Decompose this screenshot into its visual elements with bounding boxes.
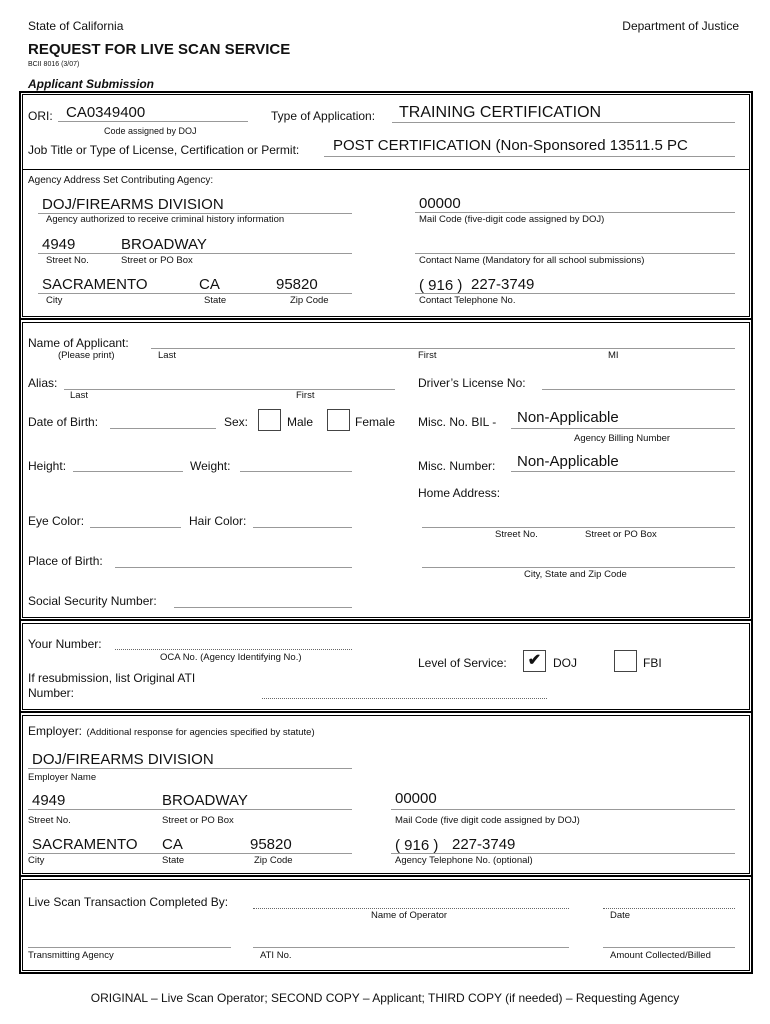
male-checkbox[interactable]: [258, 409, 281, 431]
height-line[interactable]: [73, 471, 183, 472]
height-label: Height:: [28, 459, 67, 473]
home-city-line[interactable]: [422, 567, 735, 568]
home-street-caption: Street or PO Box: [585, 529, 657, 540]
doj-label: DOJ: [553, 656, 577, 670]
billing-caption: Agency Billing Number: [574, 433, 671, 444]
female-checkbox[interactable]: [327, 409, 350, 431]
agency-name-caption: Agency authorized to receive criminal history information: [46, 214, 285, 225]
line: [28, 768, 352, 769]
weight-label: Weight:: [190, 459, 231, 473]
line: [28, 809, 352, 810]
dob-label: Date of Birth:: [28, 415, 99, 429]
employer-phone-caption: Agency Telephone No. (optional): [395, 855, 533, 866]
employer-city-caption: City: [28, 855, 45, 866]
pob-line[interactable]: [115, 567, 352, 568]
ori-line: [58, 121, 248, 122]
employer-street-no[interactable]: 4949: [32, 792, 66, 809]
ssn-label: Social Security Number:: [28, 594, 157, 608]
applicant-frame: [22, 322, 750, 618]
employer-state-caption: State: [162, 855, 185, 866]
alias-label: Alias:: [28, 376, 58, 390]
line: [38, 253, 352, 254]
employer-area-code[interactable]: 916: [404, 837, 430, 854]
employer-name-caption: Employer Name: [28, 772, 97, 783]
divider: [19, 318, 753, 320]
line: [391, 809, 735, 810]
your-number-line[interactable]: [115, 649, 352, 650]
mail-code-caption: Mail Code (five-digit code assigned by DOJ): [419, 214, 605, 225]
line: [415, 212, 735, 213]
street-caption: Street or PO Box: [121, 255, 193, 266]
fbi-checkbox[interactable]: [614, 650, 637, 672]
employer-zip-caption: Zip Code: [254, 855, 293, 866]
mi-caption: MI: [608, 350, 619, 361]
sex-label: Sex:: [224, 415, 249, 429]
form-border-top: [19, 91, 753, 93]
phone-caption: Contact Telephone No.: [419, 295, 516, 306]
contact-caption: Contact Name (Mandatory for all school submissions): [419, 255, 645, 266]
employer-zip[interactable]: 95820: [250, 836, 292, 853]
ori-caption: Code assigned by DOJ: [104, 126, 197, 136]
ori-value[interactable]: CA0349400: [66, 104, 146, 121]
home-city-caption: City, State and Zip Code: [524, 569, 627, 580]
agency-address-label: Agency Address Set Contributing Agency:: [28, 175, 214, 186]
agency-area-code[interactable]: 916: [428, 277, 454, 294]
type-label: Type of Application:: [271, 109, 376, 123]
operator-line[interactable]: [253, 908, 569, 909]
agency-mail-code[interactable]: 00000: [419, 195, 461, 212]
weight-line[interactable]: [240, 471, 352, 472]
divider: [19, 875, 753, 877]
ori-label: ORI:: [28, 109, 53, 123]
job-value[interactable]: POST CERTIFICATION (Non-Sponsored 13511.5 PC: [333, 137, 688, 154]
ati-line[interactable]: [253, 947, 569, 948]
employer-note: (Additional response for agencies specified by statute): [86, 727, 315, 738]
amount-line[interactable]: [603, 947, 735, 948]
doj-checkbox[interactable]: ✔: [523, 650, 546, 672]
eye-color-line[interactable]: [90, 527, 181, 528]
agency-name[interactable]: DOJ/FIREARMS DIVISION: [42, 196, 224, 213]
misc-bil-label: Misc. No. BIL -: [418, 415, 497, 429]
resubmission-label-2: Number:: [28, 686, 75, 700]
agency-street[interactable]: BROADWAY: [121, 236, 207, 253]
alias-line[interactable]: [64, 389, 395, 390]
completion-label: Live Scan Transaction Completed By:: [28, 895, 229, 909]
employer-street-caption: Street or PO Box: [162, 815, 234, 826]
numbers-frame: [22, 623, 750, 710]
home-address-label: Home Address:: [418, 486, 501, 500]
level-label: Level of Service:: [418, 656, 507, 670]
misc-bil-value[interactable]: Non-Applicable: [517, 409, 619, 426]
agency-zip[interactable]: 95820: [276, 276, 318, 293]
line: [511, 471, 735, 472]
agency-street-no[interactable]: 4949: [42, 236, 76, 253]
agency-city[interactable]: SACRAMENTO: [42, 276, 148, 293]
dob-line[interactable]: [110, 428, 216, 429]
applicant-name-label: Name of Applicant:: [28, 336, 129, 350]
home-street-no-caption: Street No.: [495, 529, 538, 540]
state-heading: State of California: [28, 19, 124, 33]
resubmission-label: If resubmission, list Original ATI: [28, 671, 196, 685]
form-border-bottom: [19, 972, 753, 974]
resubmission-line[interactable]: [262, 698, 547, 699]
male-label: Male: [287, 415, 314, 429]
employer-mail-caption: Mail Code (five digit code assigned by DOJ): [395, 815, 580, 826]
your-number-label: Your Number:: [28, 637, 102, 651]
dl-line[interactable]: [542, 389, 735, 390]
job-label: Job Title or Type of License, Certification or Permit:: [28, 143, 300, 157]
operator-caption: Name of Operator: [371, 910, 448, 921]
fbi-label: FBI: [643, 656, 662, 670]
transmitting-caption: Transmitting Agency: [28, 950, 114, 961]
contact-line[interactable]: [415, 253, 735, 254]
copy-distribution-footer: ORIGINAL – Live Scan Operator; SECOND COPY – Applicant; THIRD COPY (if needed) – Requesting Agency: [90, 991, 680, 1005]
line: [415, 293, 735, 294]
eye-color-label: Eye Color:: [28, 514, 85, 528]
agency-state[interactable]: CA: [199, 276, 220, 293]
department-heading: Department of Justice: [622, 19, 739, 33]
employer-label: Employer:: [28, 724, 83, 738]
please-print: (Please print): [58, 350, 115, 361]
state-caption: State: [204, 295, 227, 306]
line: [391, 853, 735, 854]
amount-caption: Amount Collected/Billed: [610, 950, 711, 961]
ati-caption: ATI No.: [260, 950, 292, 961]
employer-city[interactable]: SACRAMENTO: [32, 836, 138, 853]
form-title: REQUEST FOR LIVE SCAN SERVICE: [28, 41, 291, 58]
job-line: [324, 156, 735, 157]
type-value[interactable]: TRAINING CERTIFICATION: [399, 104, 602, 121]
female-label: Female: [355, 415, 396, 429]
pob-label: Place of Birth:: [28, 554, 103, 568]
form-number: BCII 8016 (3/07): [28, 61, 80, 68]
applicant-name-line[interactable]: [151, 348, 735, 349]
home-street-line[interactable]: [422, 527, 735, 528]
line: [28, 853, 352, 854]
misc-number-value[interactable]: Non-Applicable: [517, 453, 619, 470]
divider: [22, 169, 749, 170]
form-border-right: [751, 91, 753, 974]
employer-mail-code[interactable]: 00000: [395, 790, 437, 807]
dl-label: Driver’s License No:: [418, 376, 526, 390]
line: [38, 293, 352, 294]
misc-number-label: Misc. Number:: [418, 459, 496, 473]
zip-caption: Zip Code: [290, 295, 329, 306]
alias-last: Last: [70, 390, 88, 401]
employer-state[interactable]: CA: [162, 836, 183, 853]
ssn-line[interactable]: [174, 607, 352, 608]
divider: [19, 711, 753, 713]
street-no-caption: Street No.: [46, 255, 89, 266]
form-border-left: [19, 91, 21, 974]
employer-street-no-caption: Street No.: [28, 815, 71, 826]
oca-caption: OCA No. (Agency Identifying No.): [160, 652, 302, 663]
hair-color-line[interactable]: [253, 527, 352, 528]
transmitting-line[interactable]: [28, 947, 231, 948]
employer-phone[interactable]: 227-3749: [452, 836, 516, 853]
divider: [19, 619, 753, 621]
date-line[interactable]: [603, 908, 735, 909]
hair-color-label: Hair Color:: [189, 514, 247, 528]
employer-name[interactable]: DOJ/FIREARMS DIVISION: [32, 751, 214, 768]
date-caption: Date: [610, 910, 631, 921]
alias-first: First: [296, 390, 315, 401]
line: [511, 428, 735, 429]
agency-phone[interactable]: 227-3749: [471, 276, 535, 293]
type-line: [392, 122, 735, 123]
section-title: Applicant Submission: [28, 77, 155, 91]
employer-street[interactable]: BROADWAY: [162, 792, 248, 809]
city-caption: City: [46, 295, 63, 306]
first-caption: First: [418, 350, 437, 361]
last-caption: Last: [158, 350, 176, 361]
